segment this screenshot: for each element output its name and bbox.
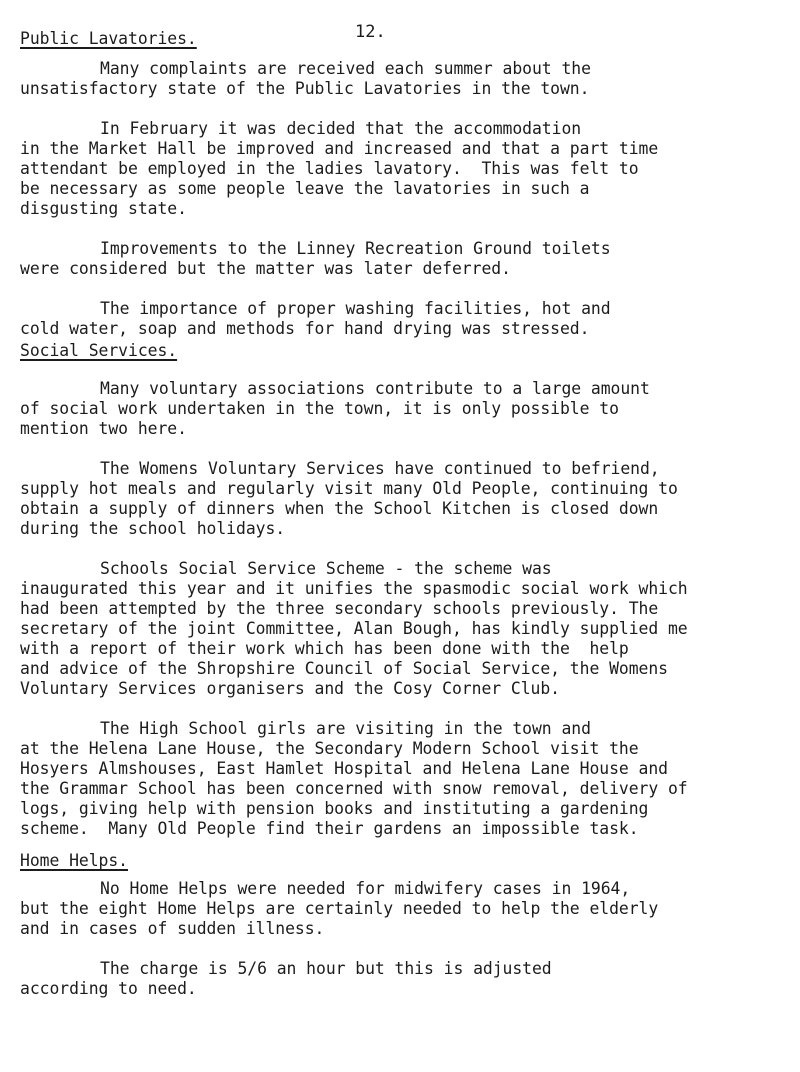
paragraph-line: cold water, soap and methods for hand drying was stressed. [20, 319, 590, 338]
paragraph-line: Many voluntary associations contribute to a large amount [100, 379, 650, 398]
paragraph-line: were considered but the matter was later deferred. [20, 259, 511, 278]
paragraph-line: at the Helena Lane House, the Secondary Modern School visit the [20, 739, 639, 758]
paragraph-line: the Grammar School has been concerned with snow removal, delivery of [20, 779, 688, 798]
section-heading-home-helps: Home Helps. [20, 851, 128, 870]
paragraph-line: scheme. Many Old People find their gardens an impossible task. [20, 819, 639, 838]
paragraph-line: but the eight Home Helps are certainly needed to help the elderly [20, 899, 659, 918]
paragraph-line: unsatisfactory state of the Public Lavatories in the town. [20, 79, 590, 98]
section-heading-public-lavatories: Public Lavatories. [20, 29, 197, 48]
paragraph-line: logs, giving help with pension books and instituting a gardening [20, 799, 649, 818]
page-number: 12. [355, 22, 386, 42]
paragraph-line: inaugurated this year and it unifies the spasmodic social work which [20, 579, 688, 598]
paragraph-line: according to need. [20, 979, 197, 998]
paragraph-line: Voluntary Services organisers and the Cosy Corner Club. [20, 679, 560, 698]
paragraph-line: with a report of their work which has been done with the help [20, 639, 629, 658]
paragraph-line: of social work undertaken in the town, it is only possible to [20, 399, 619, 418]
paragraph-line: attendant be employed in the ladies lavatory. This was felt to [20, 159, 639, 178]
paragraph-line: in the Market Hall be improved and increased and that a part time [20, 139, 659, 158]
paragraph-line: Hosyers Almshouses, East Hamlet Hospital and Helena Lane House and [20, 759, 668, 778]
paragraph-line: In February it was decided that the accommodation [100, 119, 582, 138]
paragraph-line: and advice of the Shropshire Council of Social Service, the Womens [20, 659, 668, 678]
paragraph-line: secretary of the joint Committee, Alan Bough, has kindly supplied me [20, 619, 688, 638]
paragraph-line: The importance of proper washing facilities, hot and [100, 299, 611, 318]
paragraph-line: mention two here. [20, 419, 187, 438]
paragraph-line: The Womens Voluntary Services have continued to befriend, [100, 459, 660, 478]
paragraph-line: disgusting state. [20, 199, 187, 218]
paragraph-line: Many complaints are received each summer about the [100, 59, 591, 78]
paragraph-line: The charge is 5/6 an hour but this is adjusted [100, 959, 552, 978]
paragraph-line: and in cases of sudden illness. [20, 919, 325, 938]
paragraph-line: Improvements to the Linney Recreation Ground toilets [100, 239, 611, 258]
paragraph-line: The High School girls are visiting in the town and [100, 719, 591, 738]
paragraph-line: supply hot meals and regularly visit many Old People, continuing to [20, 479, 678, 498]
paragraph-line: Schools Social Service Scheme - the scheme was [100, 559, 552, 578]
paragraph-line: during the school holidays. [20, 519, 286, 538]
paragraph-line: No Home Helps were needed for midwifery cases in 1964, [100, 879, 631, 898]
paragraph-line: obtain a supply of dinners when the School Kitchen is closed down [20, 499, 659, 518]
paragraph-line: be necessary as some people leave the lavatories in such a [20, 179, 590, 198]
section-heading-social-services: Social Services. [20, 341, 178, 360]
paragraph-line: had been attempted by the three secondary schools previously. The [20, 599, 659, 618]
